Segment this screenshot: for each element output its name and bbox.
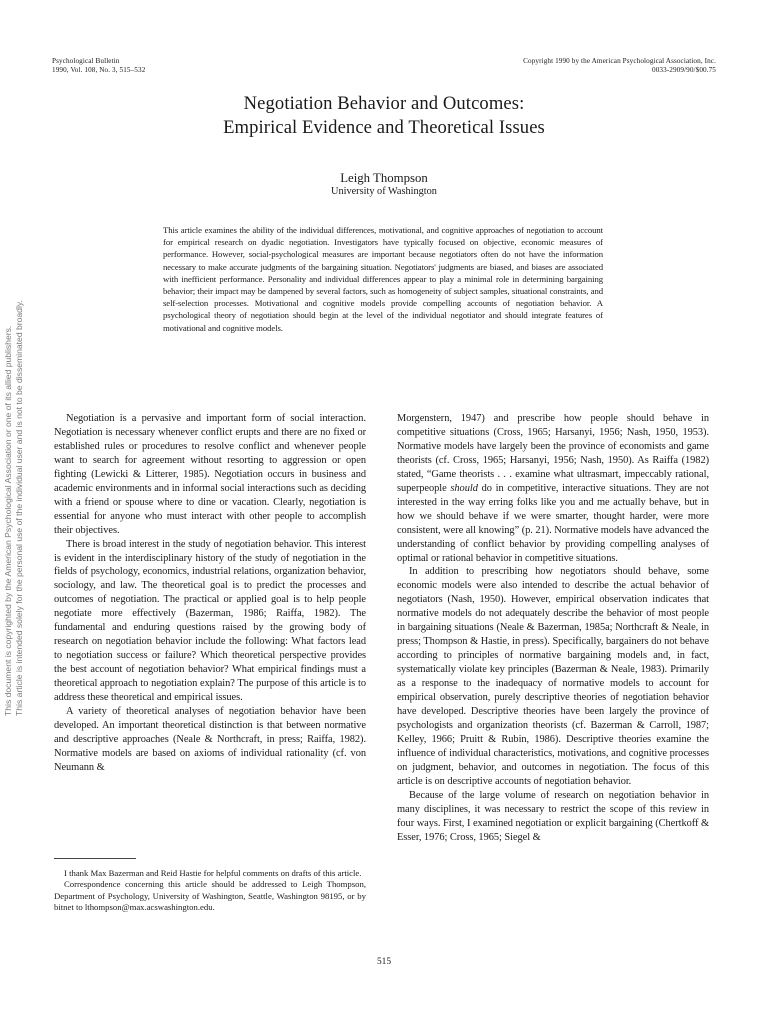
journal-header [52,57,145,74]
author-name: Leigh Thompson [340,171,428,185]
body-paragraph: A variety of theoretical analyses of negotiation behavior have been developed. An important theoretical distinction is that between normative and descriptive approaches (Neale & Northcraft, in press; Raiffa, 1982). Normative models are based on axioms of individual rationality (cf. von Neumann & [54,706,366,773]
article-title [0,92,768,140]
body-paragraph: There is broad interest in the study of negotiation behavior. This interest is evident in the interdisciplinary history of the study of negotiation in the fields of psychology, economics, industrial relations, organization behavior, sociology, and law. The theoretical goal is to predict the processes and outcomes of negotiation. The practical or applied goal is to help people negotiate more effectively (Bazerman, 1986; Raiffa, 1982). The fundamental and enduring questions raised by the growing body of research on negotiation behavior include the following: What factors lead to negotiation success or failure? Which theoretical perspective provides the best account of negotiation behavior? What empirical findings must a theoretical approach to negotiation explain? The purpose of this article is to address these theoretical and empirical issues. [54,538,366,704]
title-line-2: Empirical Evidence and Theoretical Issues [223,117,545,138]
journal-volume: 1990, Vol. 108, No. 3, 515–532 [52,65,146,74]
copyright-side-notice [0,0,29,1024]
copyright-line: Copyright 1990 by the American Psychological Association, Inc. [523,57,716,65]
body-paragraph: Negotiation is a pervasive and important form of social interaction. Negotiation is necessary whenever conflict erupts and there are no fixed or established rules or procedures to resolve conflict and whenever people want to search for agreement without resorting to aggression or open fighting (Lewicki & Litterer, 1985). Negotiation occurs in business and academic environments and in informal social interactions such as deciding with a friend or spouse where to dine or vacation. Clearly, negotiation is essential for anyone who must interact with other people to accomplish their objectives. [54,413,366,536]
side-notice-line-1: This document is copyrighted by the American Psychological Association or one of its allied publishers. [3,325,13,716]
footnote-acknowledgment: I thank Max Bazerman and Reid Hastie for helpful comments on drafts of this article. [64,868,362,878]
footnotes [54,868,366,913]
abstract [163,224,603,334]
body-paragraph [397,412,709,565]
paragraph-text: do in competitive, interactive situations. They are not interested in the way erring folks like you and me actually behave, but in how we should behave if we were smarter, thought harder, were more consistent, were all knowing” (p. 21). Normative models have advanced the understanding of conflict behavior by providing compelling analyses of optimal or rational behavior in competitive situations. [397,482,709,564]
page-number: 515 [376,957,392,967]
paragraph-text: Morgenstern, 1947) and prescribe how people should behave in competitive situations (Cross, 1965; Harsanyi, 1956; Nash, 1950, 1953). Normative models have largely been the province of economists and game theorists (cf. Cross, 1965; Harsanyi, 1956; Nash, 1950). As Raiffa (1982) stated, “Game theorists . . . examine what ultrasmart, impeccably rational, superpeople [397,413,709,494]
journal-name: Psychological Bulletin [52,57,120,65]
author-affiliation: University of Washington [331,186,437,197]
copyright-header [523,57,716,74]
footnote-correspondence: Correspondence concerning this article should be addressed to Leigh Thompson, Department of Psychology, University of Washington, Seattle, Washington 98195, or by bitnet to lthompson@max.acswashington.edu. [54,879,366,912]
body-paragraph: Because of the large volume of research on negotiation behavior in many disciplines, it was necessary to restrict the scope of this review in four ways. First, I examined negotiation or explicit bargaining (Chertkoff & Esser, 1976; Cross, 1965; Siegel & [397,789,709,843]
footnote-divider [54,858,136,859]
article-code: 0033-2909/90/$00.75 [652,65,716,74]
side-notice-line-2: This article is intended solely for the personal use of the individual user and is not to be disseminated broadly. [14,300,24,716]
emphasized-word: should [450,482,478,494]
abstract-text: This article examines the ability of the individual differences, motivational, and cognitive approaches of negotiation to account for empirical research on dyadic negotiation. Investigators have typically focused on objective, economic measures of performance. However, social-psychological measures are important because negotiators often do not have the information necessary to make accurate judgments of the bargaining situation. Negotiators' judgments are biased, and biases are associated with inefficient performance. Personality and individual differences appear to play a minimal role in determining bargaining behavior; their impact may be dampened by several factors, such as homogeneity of subject samples, situational constraints, and self-selection processes. Motivational and cognitive models provide compelling accounts of negotiation behavior. A psychological theory of negotiation should begin at the level of the individual negotiator and should integrate features of motivational and cognitive models. [163,225,603,333]
body-column-left [54,412,366,775]
body-paragraph: In addition to prescribing how negotiators should behave, some economic models were also intended to describe the actual behavior of negotiators (Nash, 1950). However, empirical observation indicates that normative models do not adequately describe the behavior of most people in bargaining situations (Neale & Bazerman, 1985a; Northcraft & Neale, in press; Thompson & Hastie, in press). Specifically, bargainers do not behave according to principles of normative bargaining models and, in fact, systematically violate key principles (Bazerman & Neale, 1983). Primarily as a response to the inadequacy of normative models to account for empirical observation, purely descriptive theories of negotiation behavior have developed. Descriptive theories have been largely the province of psychologists and organization theorists (cf. Bazerman & Carroll, 1987; Kelley, 1966; Pruitt & Rubin, 1986). Descriptive theories examine the influence of individual characteristics, motivations, and cognitive processes on judgment, behavior, and outcomes in negotiation. The focus of this article is on descriptive accounts of negotiation behavior. [397,566,709,787]
title-line-1: Negotiation Behavior and Outcomes: [243,93,525,114]
body-column-right [397,412,709,845]
